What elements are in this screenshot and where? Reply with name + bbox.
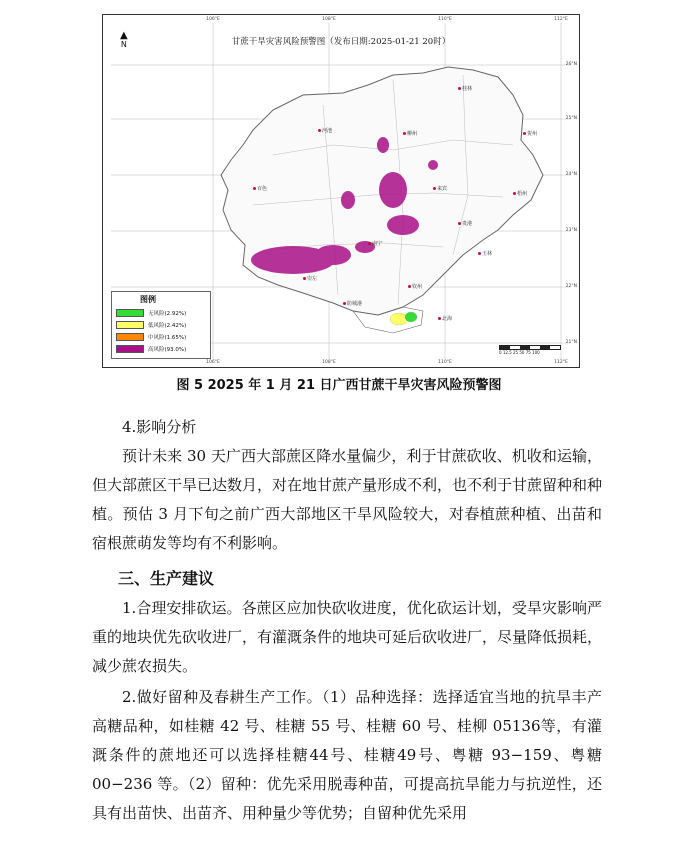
lon-tick: 108°E bbox=[322, 17, 336, 22]
lon-tick-bottom: 106°E bbox=[206, 360, 220, 365]
advice-item-1: 1.合理安排砍运。各蔗区应加快砍收进度，优化砍运计划，受旱灾影响严重的地块优先砍收进厂，有灌溉条件的地块可延后砍收进厂，尽量降低损耗，减少蔗农损失。 bbox=[92, 599, 603, 675]
lat-tick: 26°N bbox=[565, 62, 577, 67]
lon-tick: 106°E bbox=[206, 17, 220, 22]
legend-title: 图例 bbox=[140, 295, 156, 304]
place-label: 河池 bbox=[318, 127, 332, 134]
place-label: 钦州 bbox=[408, 283, 422, 290]
legend-item bbox=[116, 343, 206, 355]
section-heading-advice: 三、生产建议 bbox=[118, 569, 215, 588]
map-legend bbox=[111, 291, 211, 359]
place-label: 百色 bbox=[253, 185, 267, 192]
advice-item-2: 2.做好留种及春耕生产工作。（1）品种选择：选择适宜当地的抗旱丰产高糖品种，如桂糖 42 号、桂糖 55 号、桂糖 60 号、桂柳 05136等，有灌溉条件的蔗地还可以选择桂糖44号、桂糖49号、粤糖 93−159、粤糖 00−236 等。（2）留种：优先采用脱毒种苗，可提高抗旱能力与抗逆性，还具有出苗快、出苗齐、用种量少等优势；自留种优先采用 bbox=[92, 688, 602, 822]
lon-tick: 112°E bbox=[554, 17, 568, 22]
scale-labels: 0 12.5 25 50 75 100 bbox=[499, 350, 540, 355]
legend-swatch bbox=[116, 333, 144, 341]
legend-label: 低风险(2.42%) bbox=[148, 323, 187, 329]
place-label: 防城港 bbox=[343, 300, 362, 307]
legend-item bbox=[116, 319, 206, 331]
place-label: 桂林 bbox=[458, 85, 472, 92]
risk-map bbox=[102, 14, 580, 368]
place-label: 贺州 bbox=[523, 130, 537, 137]
lat-tick: 21°N bbox=[565, 340, 577, 345]
lon-tick-bottom: 110°E bbox=[438, 360, 452, 365]
map-title: 甘蔗干旱灾害风险预警图（发布日期:2025-01-21 20时） bbox=[231, 37, 451, 47]
place-label: 柳州 bbox=[403, 130, 417, 137]
place-label: 北海 bbox=[438, 315, 452, 322]
lat-tick: 23°N bbox=[565, 228, 577, 233]
lat-tick: 24°N bbox=[565, 172, 577, 177]
scale-bar bbox=[499, 345, 561, 355]
legend-label: 中风险(1.65%) bbox=[148, 335, 187, 341]
place-label: 来宾 bbox=[433, 185, 447, 192]
lon-tick-bottom: 108°E bbox=[322, 360, 336, 365]
figure-caption: 图 5 2025 年 1 月 21 日广西甘蔗干旱灾害风险预警图 bbox=[176, 378, 502, 393]
legend-label: 高风险(93.0%) bbox=[148, 347, 187, 353]
lat-tick: 22°N bbox=[565, 284, 577, 289]
legend-swatch bbox=[116, 309, 144, 317]
place-label: 贵港 bbox=[458, 220, 472, 227]
place-label: 南宁 bbox=[368, 240, 382, 247]
north-arrow-icon: ▲ N bbox=[120, 30, 128, 49]
legend-swatch bbox=[116, 321, 144, 329]
lat-tick: 25°N bbox=[565, 116, 577, 121]
section-heading-impact: 4.影响分析 bbox=[122, 418, 197, 436]
legend-item bbox=[116, 307, 206, 319]
lon-tick: 110°E bbox=[438, 17, 452, 22]
legend-item bbox=[116, 331, 206, 343]
place-label: 崇左 bbox=[303, 275, 317, 282]
legend-label: 无风险(2.92%) bbox=[148, 311, 187, 317]
impact-paragraph: 预计未来 30 天广西大部蔗区降水量偏少，利于甘蔗砍收、机收和运输，但大部蔗区干旱已达数月，对在地甘蔗产量形成不利，也不利于甘蔗留种和种植。预估 3 月下旬之前广西大部地区干旱风险较大，对春植蔗种植、出苗和宿根蔗萌发等均有不利影响。 bbox=[92, 447, 603, 552]
place-label: 玉林 bbox=[478, 250, 492, 257]
place-label: 梧州 bbox=[513, 190, 527, 197]
lon-tick-bottom: 112°E bbox=[554, 360, 568, 365]
legend-swatch bbox=[116, 345, 144, 353]
